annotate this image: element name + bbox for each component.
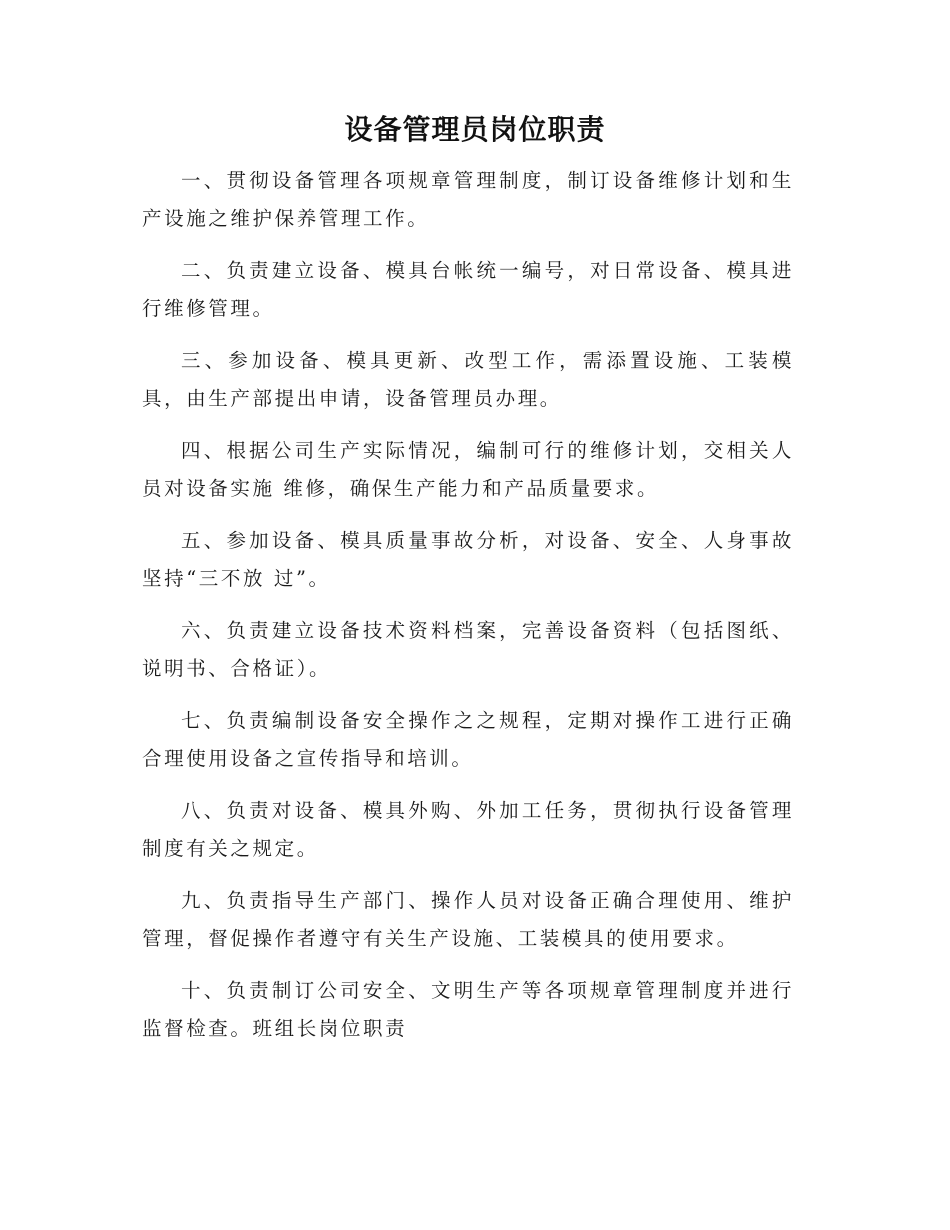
paragraph-3: 三、参加设备、模具更新、改型工作，需添置设施、工装模具，由生产部提出申请，设备管理员办理。 xyxy=(142,349,794,410)
paragraph-4: 四、根据公司生产实际情况，编制可行的维修计划，交相关人员对设备实施 维修，确保生产能力和产品质量要求。 xyxy=(142,439,794,500)
document-body xyxy=(142,162,794,1062)
paragraph-7: 七、负责编制设备安全操作之之规程，定期对操作工进行正确合理使用设备之宣传指导和培训。 xyxy=(142,709,794,770)
paragraph-1: 一、贯彻设备管理各项规章管理制度，制订设备维修计划和生产设施之维护保养管理工作。 xyxy=(142,169,794,230)
paragraph-2: 二、负责建立设备、模具台帐统一编号，对日常设备、模具进行维修管理。 xyxy=(142,259,794,320)
paragraph-5: 五、参加设备、模具质量事故分析，对设备、安全、人身事故坚持“三不放 过”。 xyxy=(142,529,794,590)
paragraph-9: 九、负责指导生产部门、操作人员对设备正确合理使用、维护管理，督促操作者遵守有关生产设施、工装模具的使用要求。 xyxy=(142,889,794,950)
paragraph-6: 六、负责建立设备技术资料档案，完善设备资料（包括图纸、说明书、合格证）。 xyxy=(142,619,794,680)
paragraph-8: 八、负责对设备、模具外购、外加工任务，贯彻执行设备管理制度有关之规定。 xyxy=(142,799,794,860)
paragraph-10: 十、负责制订公司安全、文明生产等各项规章管理制度并进行监督检查。班组长岗位职责 xyxy=(142,979,794,1040)
page-title: 设备管理员岗位职责 xyxy=(344,113,606,146)
